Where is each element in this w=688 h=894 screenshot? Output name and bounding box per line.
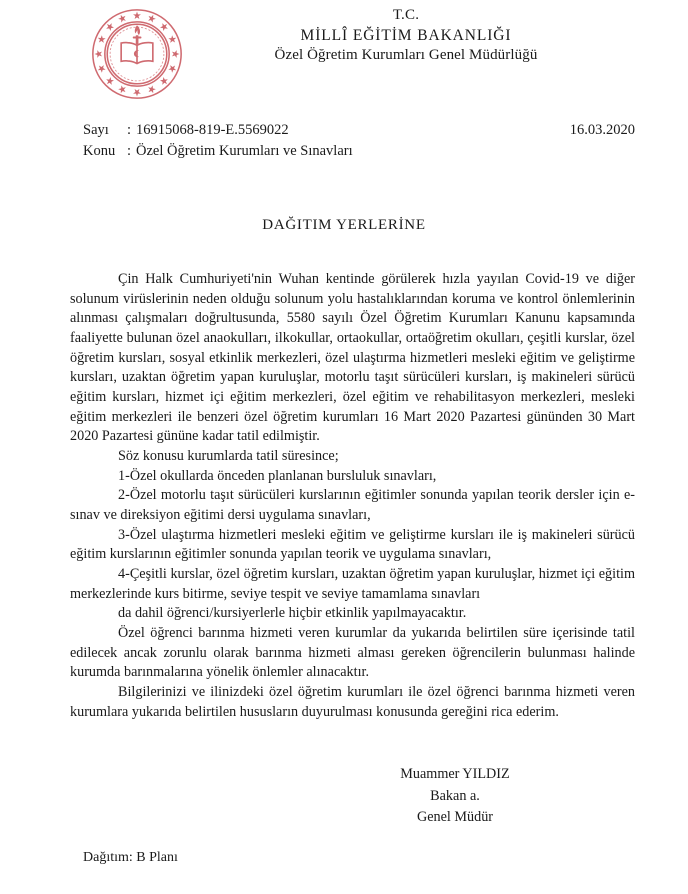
konu-value: Özel Öğretim Kurumları ve Sınavları xyxy=(136,142,353,159)
document-body xyxy=(0,270,688,722)
addressee-heading: DAĞITIM YERLERİNE xyxy=(262,217,426,234)
letterhead xyxy=(0,0,688,104)
body-list-item-3: 3-Özel ulaştırma hizmetleri mesleki eğitim ve geliştirme kursları ile iş makineleri sürücü eğitim kurslarının eğitimler sonunda yapılan teorik ve uygulama sınavları, xyxy=(70,526,635,563)
document-meta xyxy=(0,120,688,161)
body-list-item-4-continuation: da dahil öğrenci/kursiyerlerle hiçbir etkinlik yapılmayacaktır. xyxy=(118,605,467,622)
body-list-item-2: 2-Özel motorlu taşıt sürücüleri kurslarının eğitimler sonunda yapılan teorik dersler için e-sınav ve direksiyon eğitimi dersi uygulama sınavları, xyxy=(70,487,635,524)
signatory-role-line2: Genel Müdür xyxy=(416,809,494,826)
sayi-value: 16915068-819-E.5569022 xyxy=(136,122,289,138)
body-paragraph-4: Bilgilerinizi ve ilinizdeki özel öğretim kurumları ile özel öğrenci barınma hizmeti veren kurumlara yukarıda belirtilen hususların duyurulması konusunda gereğini rica ederim. xyxy=(70,683,635,720)
konu-separator: : xyxy=(127,142,132,159)
signatory-name: Muammer YILDIZ xyxy=(400,766,510,783)
signature-block xyxy=(0,764,688,829)
body-list-item-4: 4-Çeşitli kurslar, özel öğretim kursları, uzaktan öğretim yapan kuruluşlar, hizmet içi eğitim merkezlerinde kurs bitirme, seviye tespit ve seviye tamamlama sınavları xyxy=(70,566,635,602)
meta-row-konu xyxy=(83,141,635,162)
letterhead-text xyxy=(196,6,616,66)
sayi-separator: : xyxy=(127,122,132,138)
konu-label: Konu xyxy=(83,142,116,159)
body-paragraph-3: Özel öğrenci barınma hizmeti veren kurumlar da yukarıda belirtilen süre içerisinde tatil edilecek ancak zorunlu olarak barınma hizmeti alması gereken öğrencilerin bulunması halinde kurumda barınmalarına yönelik önlemler alınacaktır. xyxy=(70,624,635,681)
body-paragraph-2: Söz konusu kurumlarda tatil süresince; xyxy=(118,448,339,465)
body-paragraph-1: Çin Halk Cumhuriyeti'nin Wuhan kentinde görülerek hızla yayılan Covid-19 ve diğer solunum virüslerinin neden olduğu solunum yolu hastalıklarından koruma ve kontrol önlemlerinin alınması çalışmaları doğrultusunda, 5580 sayılı Özel Öğretim Kurumları Kanunu kapsamında faaliyette bulunan özel anaokulları, ilkokullar, ortaokullar, ortaöğretim okulları, çeşitli kurslar, özel öğretim kursları, sosyal etkinlik merkezleri, özel ulaştırma hizmetleri mesleki eğitim ve geliştirme kursları, uzaktan öğretim yapan kuruluşlar, motorlu taşıt sürücüleri kursları, iş makineleri sürücü eğitim kursları, hizmet içi eğitim merkezleri, özel eğitim ve rehabilitasyon merkezleri, mesleki eğitim merkezleri ile benzeri özel öğretim kurumları 16 Mart 2020 Pazartesi gününden 30 Mart 2020 Pazartesi gününe kadar tatil edilmiştir. xyxy=(70,271,635,445)
letterhead-line-tc: T.C. xyxy=(392,7,420,23)
meta-row-sayi xyxy=(83,120,635,141)
letterhead-line-ministry: MİLLÎ EĞİTİM BAKANLIĞI xyxy=(300,26,512,44)
sayi-label: Sayı xyxy=(83,122,109,138)
body-list-item-1: 1-Özel okullarda önceden planlanan bursluluk sınavları, xyxy=(118,467,437,484)
ministry-emblem-icon xyxy=(88,6,186,102)
letterhead-line-directorate: Özel Öğretim Kurumları Genel Müdürlüğü xyxy=(274,47,538,64)
signatory-role-line1: Bakan a. xyxy=(430,787,480,804)
document-date: 16.03.2020 xyxy=(569,122,635,138)
distribution-footer: Dağıtım: B Planı xyxy=(83,850,178,865)
